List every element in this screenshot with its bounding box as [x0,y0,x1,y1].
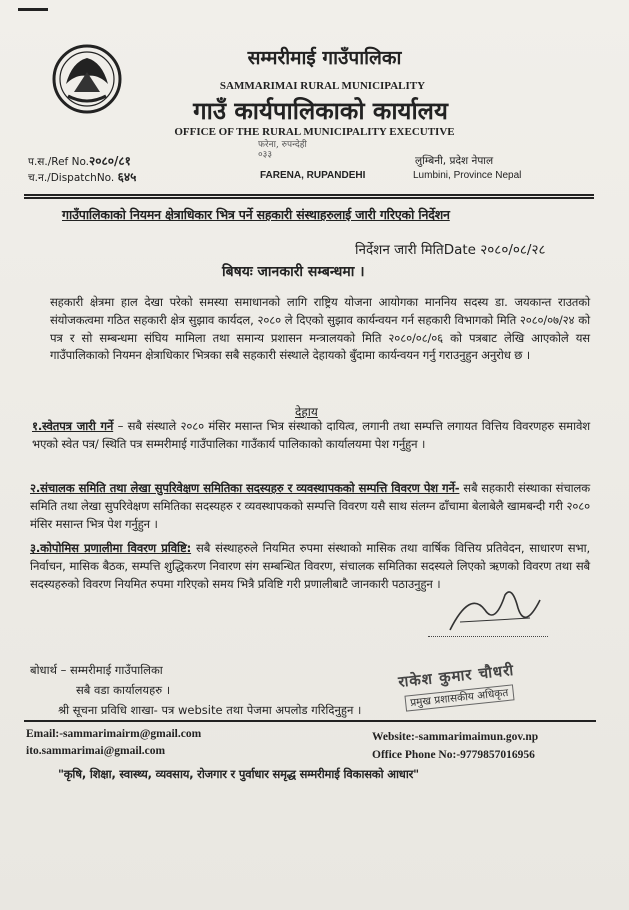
top-mark [18,8,48,11]
signature-scribble-icon [440,580,550,640]
dispatch-number [28,168,136,185]
address-province-english: Lumbini, Province Nepal [413,170,522,181]
footer-email-secondary: ito.sammarimai@gmail.com [26,745,166,757]
address-province-nepali: लुम्बिनी, प्रदेश नेपाल [415,155,494,167]
office-name-nepali: गाउँ कार्यपालिकाको कार्यालय [193,96,448,125]
cc-line: बोधार्थ – सम्मरीमाई गाउँपालिका [30,663,163,677]
subject-line: बिषयः जानकारी सम्बन्धमा । [222,264,365,280]
item-1 [32,418,590,454]
footer-email-primary: Email:-sammarimairm@gmail.com [26,728,202,740]
footer-divider [24,720,596,722]
item-3-heading: ३.कोपोमिस प्रणालीमा विवरण प्रविष्टि: [30,541,192,555]
header-divider [24,197,594,199]
municipality-name-nepali: सम्मरीमाई गाउँपालिका [247,47,402,69]
item-2-text: सबै सहकारी संस्थाका संचालक समिति तथा लेखा सुपरिवेक्षण समितिका सदस्यहरु र व्यवस्थापकको सम्पत्ति विवरण यसै साथ संलग्न ढाँचामा बेलाबेलै खामबन्दी गरी २०८० मंसिर मसान्त भित्र पेश गर्नुहुन । [30,481,590,531]
cc-block [30,660,361,720]
footer-motto: "कृषि, शिक्षा, स्वास्थ्य, व्यवसाय, रोजगार र पुर्वाधार समृद्ध सम्मरीमाई विकासको आधार" [58,767,419,781]
cc-line: सबै वडा कार्यालयहरु । [76,683,171,697]
header-divider [24,194,594,196]
signature-line [428,636,548,637]
address-center: FARENA, RUPANDEHI [260,170,366,181]
intro-paragraph: सहकारी क्षेत्रमा हाल देखा परेको समस्या समाधानको लागि राष्ट्रिय योजना आयोगका माननिय सदस्य डा. जयकान्त राउतको संयोजकत्वमा गठित सहकारी क्षेत्र सुझाव कार्यदल, २०८० ले दिएको सुझाव कार्यन्वयन गर्न सहकारी विभागको मिति २०८०/०७/२४ को पत्र र सो सम्बन्धमा संघिय मामिला तथा समान्य प्रशासन मन्त्रालयको मिति २०८०/०८/०६ को पत्रबाट लेखि आएकोले यस गाउँपालिकाको नियमन क्षेत्राधिकार भित्रका सबै सहकारी संस्थाले देहायको बुँदामा कार्यन्वयन गर्नु गराउनुहुन अनुरोध छ । [50,295,590,363]
seal-line: फरेना, रुपन्देही [258,140,307,150]
ref-label: प.स./Ref No. [28,156,90,168]
item-3-text: सबै संस्थाहरुले नियमित रुपमा संस्थाको मासिक तथा वार्षिक वित्तिय प्रतिवेदन, साधारण सभा, निर्वाचन, मासिक बैठक, सम्पत्ति शुद्धिकरण निवारण संग सम्बन्धित विवरण, संचालक समितिका सदस्यले लिएको ऋणको विवरण तथा सबै सदस्यहरुको विवरण नियमित रुपमा गरिएको समय भित्रै प्रविष्टि गरी प्रणालीबाटै जानकारी पठाउनुहुन । [30,541,590,591]
document-title: गाउँपालिकाको नियमन क्षेत्राधिकार भित्र पर्ने सहकारी संस्थाहरुलाई जारी गरिएको निर्देशन [62,207,450,222]
footer-phone: Office Phone No:-9779857016956 [372,749,535,761]
seal-line: ०३३ [258,150,273,160]
ref-value: २०८०/८१ [89,154,131,168]
ref-number [28,152,131,169]
municipality-name-english: SAMMARIMAI RURAL MUNICIPALITY [219,80,426,92]
office-name-english: OFFICE OF THE RURAL MUNICIPALITY EXECUTIVE [174,126,455,138]
dispatch-value: ६४५ [117,170,137,184]
office-seal [258,140,307,160]
footer-website: Website:-sammarimaimun.gov.np [372,731,539,743]
directive-date: निर्देशन जारी मितिDate २०८०/०८/२८ [355,242,546,258]
cc-line: श्री सूचना प्रविधि शाखा- पत्र website तथा पेजमा अपलोड गरिदिनुहुन । [58,703,362,717]
dehay-heading: देहाय [295,405,318,419]
item-1-text: – सबै संस्थाले २०८० मंसिर मसान्त भित्र संस्थाको दायित्व, लगानी तथा सम्पत्ति लगायत वित्तिय विवरणहरु समावेश भएको स्वेत पत्र/ स्थिति पत्र सम्मरीमाई गाउँपालिका गाउँकार्य पालिकाको कार्यालयमा पेश गर्नुहुन । [32,419,590,451]
item-2-heading: २.संचालक समिति तथा लेखा सुपरिवेक्षण समितिका सदस्यहरु र व्यवस्थापकको सम्पत्ति विवरण पेश गर्ने- [30,481,460,495]
item-1-heading: १.स्वेतपत्र जारी गर्ने [32,419,114,433]
signatory-title: प्रमुख प्रशासकीय अधिकृत [404,684,514,711]
dispatch-label: च.न./DispatchNo. [28,172,115,184]
signatory-name: राकेश कुमार चौधरी [397,660,515,692]
item-2 [30,480,590,533]
